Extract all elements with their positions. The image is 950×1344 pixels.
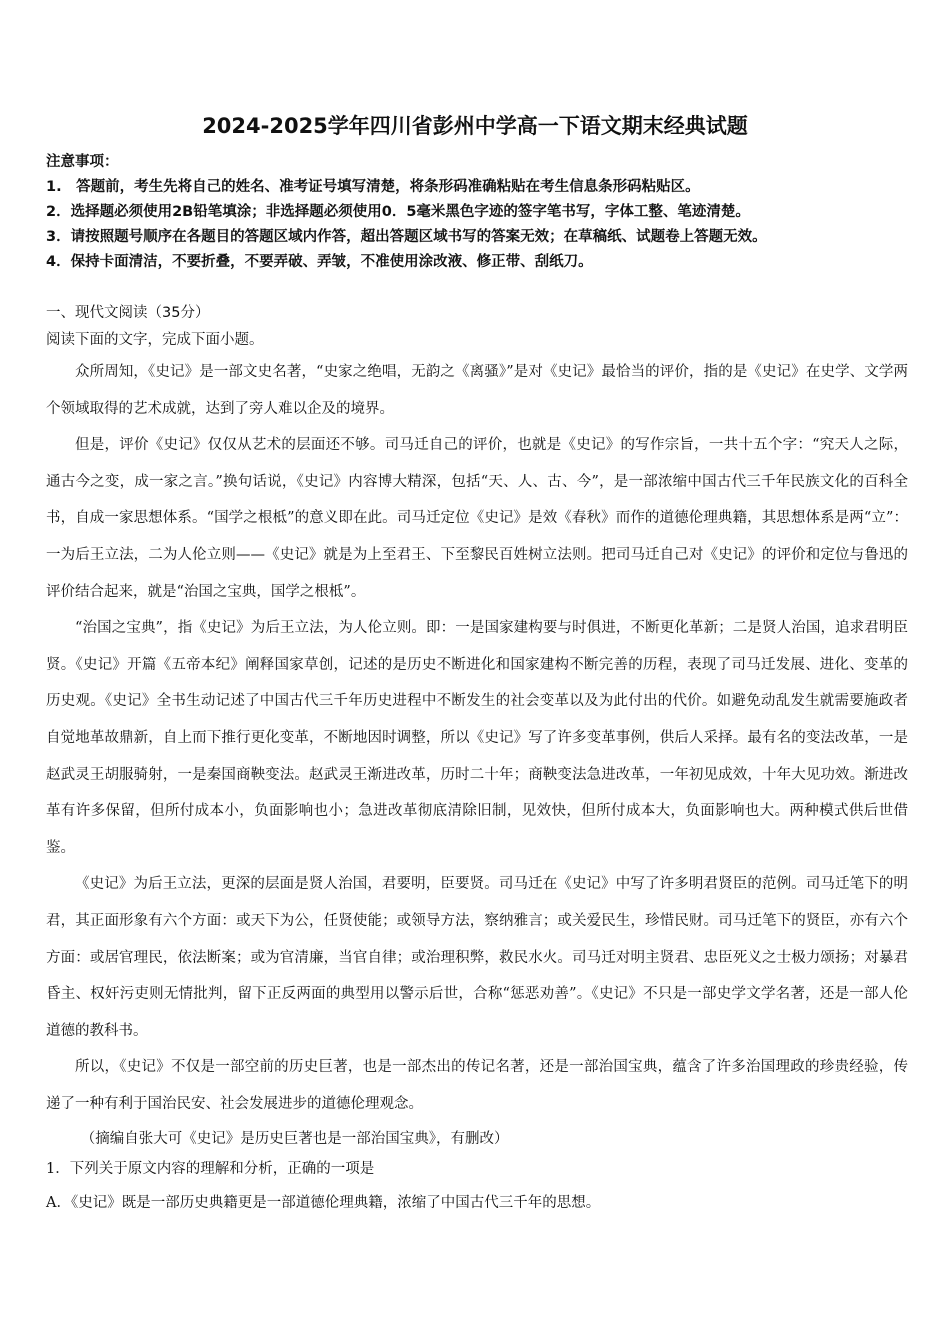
passage-paragraph: 众所周知，《史记》是一部文史名著，“史家之绝唱，无韵之《离骚》”是对《史记》最恰当的评价，指的是《史记》在史学、文学两个领域取得的艺术成就，达到了旁人难以企及的境界。 — [46, 364, 908, 417]
notice-item: 4．保持卡面清洁，不要折叠，不要弄破、弄皱，不准使用涂改液、修正带、刮纸刀。 — [46, 254, 593, 270]
passage-source: （摘编自张大可《史记》是历史巨著也是一部治国宝典》，有删改） — [80, 1131, 509, 1148]
passage-paragraph: 所以，《史记》不仅是一部空前的历史巨著，也是一部杰出的传记名著，还是一部治国宝典，蕴含了许多治国理政的珍贵经验，传递了一种有利于国治民安、社会发展进步的道德伦理观念。 — [46, 1059, 908, 1112]
section-header — [46, 300, 916, 354]
question-block — [46, 1152, 916, 1220]
notice-item: 2．选择题必须使用2B铅笔填涂；非选择题必须使用0．5毫米黑色字迹的签字笔书写，字体工整、笔迹清楚。 — [46, 204, 750, 220]
passage-paragraph: 《史记》为后王立法，更深的层面是贤人治国，君要明，臣要贤。司马迁在《史记》中写了许多明君贤臣的范例。司马迁笔下的明君，其正面形象有六个方面：或天下为公，任贤使能；或领导方法，察纳雅言；或关爱民生，珍惜民财。司马迁笔下的贤臣，亦有六个方面：或居官理民，依法断案；或为官清廉，当官自律；或治理积弊，救民水火。司马迁对明主贤君、忠臣死义之士极力颂扬；对暴君昏主、权奸污吏则无情批判，留下正反两面的典型用以警示后世，合称“惩恶劝善”。《史记》不只是一部史学文学名著，还是一部人伦道德的教科书。 — [46, 876, 908, 1039]
section-heading: 一、现代文阅读（35分） — [46, 305, 210, 321]
notice-heading: 注意事项： — [46, 154, 119, 170]
section-instruction: 阅读下面的文字，完成下面小题。 — [46, 332, 264, 348]
question-stem: 1．下列关于原文内容的理解和分析，正确的一项是 — [46, 1161, 375, 1177]
notice-item: 3．请按照题号顺序在各题目的答题区域内作答，超出答题区域书写的答案无效；在草稿纸、试题卷上答题无效。 — [46, 229, 767, 245]
passage-paragraph: “治国之宝典”，指《史记》为后王立法，为人伦立则。即：一是国家建构要与时俱进，不断更化革新；二是贤人治国，追求君明臣贤。《史记》开篇《五帝本纪》阐释国家草创，记述的是历史不断进化和国家建构不断完善的历程，表现了司马迁发展、进化、变革的历史观。《史记》全书生动记述了中国古代三千年历史进程中不断发生的社会变革以及为此付出的代价。如避免动乱发生就需要施政者自觉地革故鼎新，自上而下推行更化变革，不断地因时调整，所以《史记》写了许多变革事例，供后人采择。最有名的变法改革，一是赵武灵王胡服骑射，一是秦国商鞅变法。赵武灵王渐进改革，历时二十年；商鞅变法急进改革，一年初见成效，十年大见功效。渐进改革有许多保留，但所付成本小，负面影响也小；急进改革彻底清除旧制，见效快，但所付成本大，负面影响也大。两种模式供后世借鉴。 — [46, 620, 908, 856]
passage-paragraph: 但是，评价《史记》仅仅从艺术的层面还不够。司马迁自己的评价，也就是《史记》的写作宗旨，一共十五个字：“究天人之际，通古今之变，成一家之言。”换句话说，《史记》内容博大精深，包括“天、人、古、今”，是一部浓缩中国古代三千年民族文化的百科全书，自成一家思想体系。“国学之根柢”的意义即在此。司马迁定位《史记》是效《春秋》而作的道德伦理典籍，其思想体系是两“立”：一为后王立法，二为人伦立则——《史记》就是为上至君王、下至黎民百姓树立法则。把司马迁自己对《史记》的评价和定位与鲁迅的评价结合起来，就是“治国之宝典，国学之根柢”。 — [46, 437, 908, 600]
notice-block — [46, 150, 916, 275]
question-option-a: A．《史记》既是一部历史典籍更是一部道德伦理典籍，浓缩了中国古代三千年的思想。 — [46, 1195, 601, 1211]
exam-title: 2024-2025学年四川省彭州中学高一下语文期末经典试题 — [202, 114, 748, 138]
notice-item: 1. 答题前，考生先将自己的姓名、准考证号填写清楚，将条形码准确粘贴在考生信息条形码粘贴区。 — [46, 179, 700, 195]
reading-passage — [46, 354, 908, 1156]
